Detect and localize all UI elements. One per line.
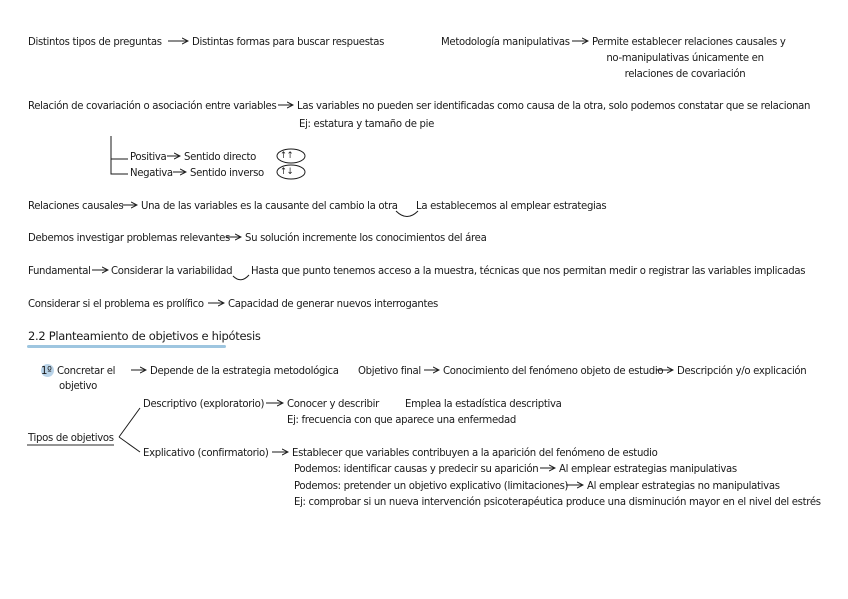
fundamental-term: Fundamental (28, 264, 91, 277)
concretar-final-term: Objetivo final (358, 364, 421, 377)
line1-right-result-2: no-manipulativas únicamente en (606, 51, 764, 64)
tipos-descriptivo-note: Emplea la estadística descriptiva (405, 397, 562, 410)
concretar-result: Depende de la estrategia metodológica (150, 364, 339, 377)
line1-right-term: Metodología manipulativas (441, 35, 570, 48)
covariacion-negative: Negativa (130, 166, 173, 179)
causales-term: Relaciones causales (28, 199, 124, 212)
tipos-descriptivo: Descriptivo (exploratorio) (143, 397, 265, 410)
investigar-result: Su solución incremente los conocimientos del área (245, 231, 487, 244)
covariacion-negative-result: Sentido inverso (190, 166, 264, 179)
tipos-descriptivo-result: Conocer y describir (287, 397, 379, 410)
line1-left-term: Distintos tipos de preguntas (28, 35, 162, 48)
concretar-term-1: Concretar el (57, 364, 116, 377)
concretar-term-2: objetivo (59, 379, 98, 392)
covariacion-term: Relación de covariación o asociación entre variables (28, 99, 277, 112)
line1-right-result-3: relaciones de covariación (624, 67, 746, 80)
line1-right-result-1: Permite establecer relaciones causales y (592, 35, 786, 48)
bracket-line (111, 136, 128, 174)
branch-line (119, 408, 140, 452)
prolifico-result: Capacidad de generar nuevos interrogantes (228, 297, 439, 310)
tipos-podemos-2: Podemos: pretender un objetivo explicativo (limitaciones) (294, 479, 569, 492)
investigar-term: Debemos investigar problemas relevantes (28, 231, 230, 244)
heading-highlight (27, 345, 226, 348)
section-heading: 2.2 Planteamiento de objetivos e hipótesis (28, 329, 261, 343)
fundamental-note: Hasta que punto tenemos acceso a la muestra, técnicas que nos permitan medir o registrar las variables implicadas (251, 264, 806, 277)
concretar-final-result: Conocimiento del fenómeno objeto de estudio (443, 364, 664, 377)
covariacion-positive: Positiva (130, 150, 167, 163)
covariacion-example: Ej: estatura y tamaño de pie (299, 117, 435, 130)
tipos-podemos-2-result: Al emplear estrategias no manipulativas (587, 479, 780, 492)
line1-left-result: Distintas formas para buscar respuestas (192, 35, 385, 48)
tipos-descriptivo-example: Ej: frecuencia con que aparece una enfermedad (287, 413, 516, 426)
step-badge-label: 1º (41, 364, 52, 377)
arrows-up-down-icon: ↑↓ (280, 167, 294, 177)
prolifico-term: Considerar si el problema es prolífico (28, 297, 204, 310)
concretar-final-result-2: Descripción y/o explicación (677, 364, 807, 377)
covariacion-result: Las variables no pueden ser identificadas como causa de la otra, solo podemos constatar que se relacionan (297, 99, 811, 112)
fundamental-result: Considerar la variabilidad (111, 264, 233, 277)
curve-connector (396, 211, 418, 217)
tipos-explicativo-result: Establecer que variables contribuyen a la aparición del fenómeno de estudio (292, 446, 658, 459)
tipos-example: Ej: comprobar si un nueva intervención psicoterapéutica produce una disminución mayor en el nivel del estrés (294, 495, 821, 508)
causales-result: Una de las variables es la causante del cambio la otra (141, 199, 398, 212)
tipos-label: Tipos de objetivos (28, 431, 114, 444)
curve-connector (233, 275, 249, 280)
causales-note: La establecemos al emplear estrategias (416, 199, 607, 212)
tipos-podemos-1-result: Al emplear estrategias manipulativas (559, 462, 737, 475)
covariacion-positive-result: Sentido directo (184, 150, 256, 163)
arrows-up-up-icon: ↑↑ (280, 151, 294, 161)
tipos-podemos-1: Podemos: identificar causas y predecir su aparición (294, 462, 539, 475)
tipos-explicativo: Explicativo (confirmatorio) (143, 446, 269, 459)
